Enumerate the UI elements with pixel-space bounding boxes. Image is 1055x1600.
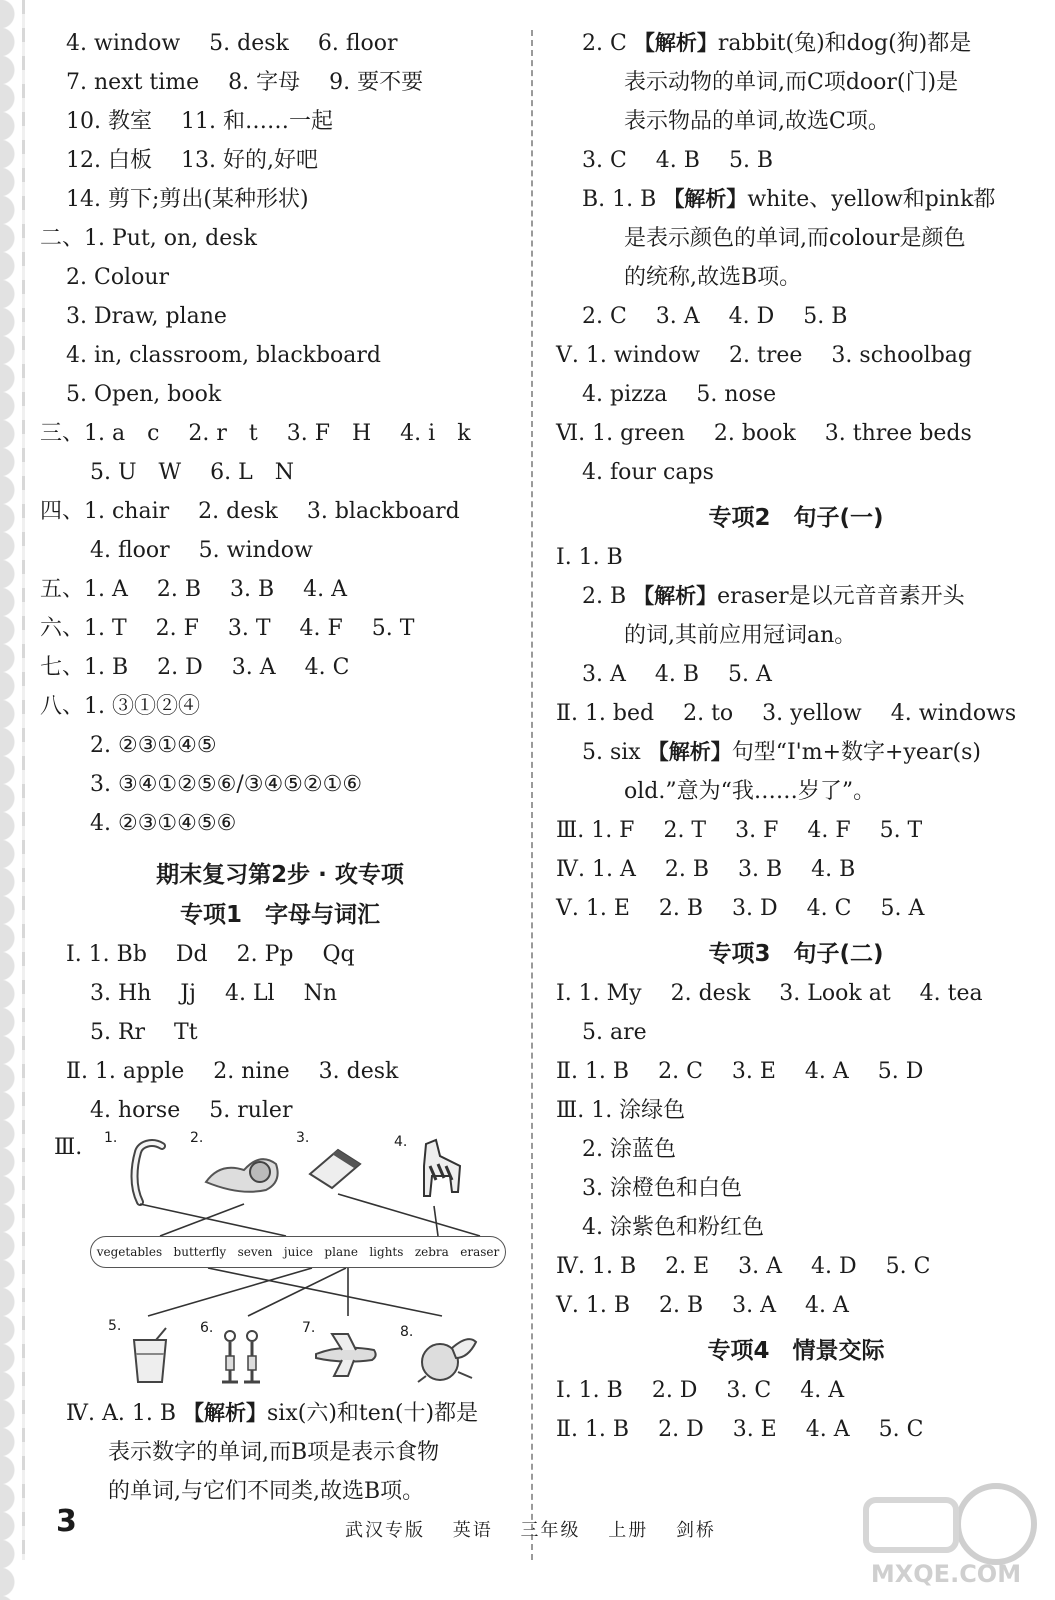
answer-line <box>556 63 1036 102</box>
answer-line <box>556 538 1036 577</box>
answer-line <box>556 180 1036 219</box>
answer-text: Ⅱ. 1. bed 2. to 3. yellow 4. windows <box>556 701 1017 726</box>
page-number: 3 <box>56 1504 77 1539</box>
vegetables-picture <box>412 1328 482 1384</box>
answer-text: 是表示颜色的单词,而colour是颜色 <box>624 226 966 251</box>
sub-title-1: 专项1 字母与词汇 <box>179 902 380 928</box>
answer-line <box>40 531 520 570</box>
word-lights: lights <box>369 1245 404 1259</box>
section-title: 期末复习第2步 · 攻专项 <box>156 862 404 888</box>
answer-text: 的词,其前应用冠词an。 <box>624 623 857 648</box>
watermark-logo <box>846 1470 1046 1590</box>
answer-line <box>556 1410 1036 1449</box>
answer-text: 六、1. T 2. F 3. T 4. F 5. T <box>40 616 415 641</box>
answer-line <box>40 570 520 609</box>
answer-text: 5. Open, book <box>66 382 222 407</box>
left-column <box>40 24 520 1511</box>
explanation-tag: 【解析】 <box>647 740 732 764</box>
decorative-border-line <box>22 0 25 1560</box>
answer-text: Ⅴ. 1. E 2. B 3. D 4. C 5. A <box>556 896 925 921</box>
word-plane: plane <box>324 1245 358 1259</box>
right-block-2 <box>556 538 1036 928</box>
matching-exercise <box>40 1130 510 1390</box>
word-vegetables: vegetables <box>96 1245 163 1259</box>
answer-line <box>40 219 520 258</box>
answer-text: old.”意为“我……岁了”。 <box>624 779 876 804</box>
iv-line-3: 的单词,与它们不同类,故选B项。 <box>108 1479 425 1504</box>
footer-edition: 武汉专版 <box>345 1520 425 1541</box>
answer-line <box>556 1169 1036 1208</box>
answer-text: Ⅲ. 1. F 2. T 3. F 4. F 5. T <box>556 818 923 843</box>
answer-line <box>556 772 1036 811</box>
answer-text: 句型“I'm+数字+year(s) <box>731 740 981 765</box>
answer-text: 5. U W 6. L N <box>90 460 294 485</box>
answer-line <box>556 1013 1036 1052</box>
word-zebra: zebra <box>414 1245 449 1259</box>
answer-line <box>40 453 520 492</box>
answer-line <box>556 1371 1036 1410</box>
right-column <box>556 24 1036 1449</box>
answer-line <box>556 655 1036 694</box>
word-seven: seven <box>237 1245 273 1259</box>
answer-line <box>40 1052 520 1091</box>
match-word-bank <box>90 1236 506 1268</box>
answer-text: 3. 涂橙色和白色 <box>582 1176 742 1201</box>
answer-line <box>556 1247 1036 1286</box>
answer-line <box>556 1208 1036 1247</box>
answer-text: 4. floor 5. window <box>90 538 313 563</box>
answer-head: 2. C <box>582 31 627 56</box>
answer-text: 3. C 4. B 5. B <box>582 148 774 173</box>
answer-line <box>556 577 1036 616</box>
pic-num-1: 1. <box>104 1130 118 1146</box>
answer-line <box>40 648 520 687</box>
iv-expl-tag: 【解析】 <box>183 1401 267 1425</box>
answer-text: Ⅳ. 1. A 2. B 3. B 4. B <box>556 857 856 882</box>
answer-text: Ⅰ. 1. B <box>556 545 623 570</box>
iv-line-1 <box>40 1394 520 1433</box>
answer-line <box>40 765 520 804</box>
iv-expl-1: six(六)和ten(十)都是 <box>267 1401 479 1426</box>
answer-text: 5. Rr Tt <box>90 1020 198 1045</box>
seven-picture <box>216 1326 266 1386</box>
answer-line <box>40 687 520 726</box>
answer-text: 4. 涂紫色和粉红色 <box>582 1215 764 1240</box>
answer-line <box>40 336 520 375</box>
answer-head: 2. B <box>582 584 627 609</box>
answer-text: 五、1. A 2. B 3. B 4. A <box>40 577 348 602</box>
answer-text: Ⅴ. 1. window 2. tree 3. schoolbag <box>556 343 972 368</box>
answer-text: 2. ②③①④⑤ <box>90 733 217 758</box>
answer-line <box>40 102 520 141</box>
footer-volume: 上册 <box>608 1520 649 1541</box>
answer-line <box>556 616 1036 655</box>
answer-line <box>40 1013 520 1052</box>
answer-line <box>40 180 520 219</box>
answer-text: 八、1. ③①②④ <box>40 694 200 719</box>
answer-text: 3. ③④①②⑤⑥/③④⑤②①⑥ <box>90 772 363 797</box>
footer-grade: 三年级 <box>520 1520 581 1541</box>
answer-text: 3. Hh Jj 4. Ll Nn <box>90 981 338 1006</box>
explanation-tag: 【解析】 <box>633 584 718 608</box>
answer-line <box>556 1052 1036 1091</box>
explanation-tag: 【解析】 <box>633 31 718 55</box>
answer-line <box>40 297 520 336</box>
answer-text: Ⅰ. 1. B 2. D 3. C 4. A <box>556 1378 845 1403</box>
answer-text: Ⅱ. 1. B 2. C 3. E 4. A 5. D <box>556 1059 924 1084</box>
answer-text: Ⅳ. 1. B 2. E 3. A 4. D 5. C <box>556 1254 931 1279</box>
answer-line <box>40 258 520 297</box>
answer-text: 4. ②③①④⑤⑥ <box>90 811 237 836</box>
answer-line <box>40 974 520 1013</box>
plane-picture <box>312 1330 382 1380</box>
match-label: Ⅲ. <box>54 1135 83 1160</box>
answer-text: 2. Colour <box>66 265 170 290</box>
right-block-1 <box>556 24 1036 492</box>
pic-num-4: 4. <box>394 1134 408 1150</box>
answer-text: 4. window 5. desk 6. floor <box>66 31 398 56</box>
column-divider <box>531 30 533 1560</box>
decorative-border <box>0 0 34 1600</box>
answer-text: 12. 白板 13. 好的,好吧 <box>66 148 318 173</box>
answer-line <box>556 414 1036 453</box>
answer-line <box>556 889 1036 928</box>
answer-line <box>556 850 1036 889</box>
answer-text: 的统称,故选B项。 <box>624 265 802 290</box>
answer-text: 4. horse 5. ruler <box>90 1098 293 1123</box>
answer-text: Ⅰ. 1. Bb Dd 2. Pp Qq <box>66 942 355 967</box>
answer-text: 3. A 4. B 5. A <box>582 662 772 687</box>
answer-text: 表示物品的单词,故选C项。 <box>624 109 890 134</box>
answer-line <box>556 375 1036 414</box>
answer-text: 2. 涂蓝色 <box>582 1137 676 1162</box>
answer-text: Ⅲ. 1. 涂绿色 <box>556 1098 686 1123</box>
pic-num-5: 5. <box>108 1318 122 1334</box>
sub-title-3: 专项3 句子(二) <box>708 941 884 967</box>
pic-num-7: 7. <box>302 1320 316 1336</box>
answer-head: 5. six <box>582 740 641 765</box>
answer-text: eraser是以元音音素开头 <box>717 584 965 609</box>
answer-text: 4. in, classroom, blackboard <box>66 343 382 368</box>
answer-text: 7. next time 8. 字母 9. 要不要 <box>66 70 424 95</box>
answer-text: 三、1. a c 2. r t 3. F H 4. i k <box>40 421 471 446</box>
juice-picture <box>126 1326 176 1386</box>
answer-line <box>40 726 520 765</box>
answer-line <box>40 141 520 180</box>
answer-text: 七、1. B 2. D 3. A 4. C <box>40 655 350 680</box>
answer-line <box>40 24 520 63</box>
sub-title-4: 专项4 情景交际 <box>707 1338 885 1364</box>
sub-title-2: 专项2 句子(一) <box>708 505 884 531</box>
answer-text: 表示动物的单词,而C项door(门)是 <box>624 70 959 95</box>
iv-line-2: 表示数字的单词,而B项是表示食物 <box>108 1440 440 1465</box>
answer-line <box>556 974 1036 1013</box>
answer-line <box>556 1091 1036 1130</box>
footer-subject: 英语 <box>452 1520 493 1541</box>
answer-text: 四、1. chair 2. desk 3. blackboard <box>40 499 460 524</box>
answer-line <box>556 297 1036 336</box>
answer-text: 4. four caps <box>582 460 714 485</box>
answer-line <box>40 935 520 974</box>
answer-line <box>40 63 520 102</box>
right-block-3 <box>556 974 1036 1325</box>
right-block-4 <box>556 1371 1036 1449</box>
footer <box>345 1516 736 1542</box>
answer-line <box>556 258 1036 297</box>
answer-line <box>40 375 520 414</box>
answer-line <box>40 1091 520 1130</box>
word-eraser: eraser <box>460 1245 500 1259</box>
pic-num-8: 8. <box>400 1324 414 1340</box>
answer-text: 10. 教室 11. 和……一起 <box>66 109 333 134</box>
answer-text: Ⅵ. 1. green 2. book 3. three beds <box>556 421 972 446</box>
answer-text: 二、1. Put, on, desk <box>40 226 257 251</box>
watermark-text: MXQE.COM <box>870 1560 1022 1588</box>
answer-line <box>40 414 520 453</box>
answer-line <box>40 609 520 648</box>
iv-head: Ⅳ. A. 1. B <box>66 1401 176 1426</box>
answer-line <box>556 453 1036 492</box>
pic-num-3: 3. <box>296 1130 310 1146</box>
answer-line <box>556 336 1036 375</box>
answer-line <box>556 141 1036 180</box>
left-answer-lines <box>40 24 520 843</box>
left-answer-lines-2 <box>40 935 520 1130</box>
answer-line <box>556 102 1036 141</box>
answer-text: Ⅴ. 1. B 2. B 3. A 4. A <box>556 1293 849 1318</box>
answer-text: 2. C 3. A 4. D 5. B <box>582 304 848 329</box>
pic-num-6: 6. <box>200 1320 214 1336</box>
answer-line <box>556 1286 1036 1325</box>
footer-publisher: 剑桥 <box>675 1520 716 1541</box>
answer-line <box>556 811 1036 850</box>
word-juice: juice <box>283 1245 314 1259</box>
answer-text: rabbit(兔)和dog(狗)都是 <box>717 31 972 56</box>
answer-text: 4. pizza 5. nose <box>582 382 777 407</box>
pic-num-2: 2. <box>190 1130 204 1146</box>
answer-text: Ⅰ. 1. My 2. desk 3. Look at 4. tea <box>556 981 983 1006</box>
answer-text: 5. are <box>582 1020 647 1045</box>
answer-head: B. 1. B <box>582 187 657 212</box>
answer-text: 3. Draw, plane <box>66 304 227 329</box>
answer-line <box>40 804 520 843</box>
answer-text: Ⅱ. 1. B 2. D 3. E 4. A 5. C <box>556 1417 924 1442</box>
explanation-tag: 【解析】 <box>663 187 748 211</box>
answer-text: Ⅱ. 1. apple 2. nine 3. desk <box>66 1059 399 1084</box>
answer-line <box>556 733 1036 772</box>
word-butterfly: butterfly <box>173 1245 227 1259</box>
answer-line <box>556 24 1036 63</box>
answer-line <box>556 1130 1036 1169</box>
answer-line <box>556 694 1036 733</box>
answer-line <box>40 492 520 531</box>
answer-text: 14. 剪下;剪出(某种形状) <box>66 187 309 212</box>
answer-line <box>556 219 1036 258</box>
answer-text: white、yellow和pink都 <box>747 187 996 212</box>
